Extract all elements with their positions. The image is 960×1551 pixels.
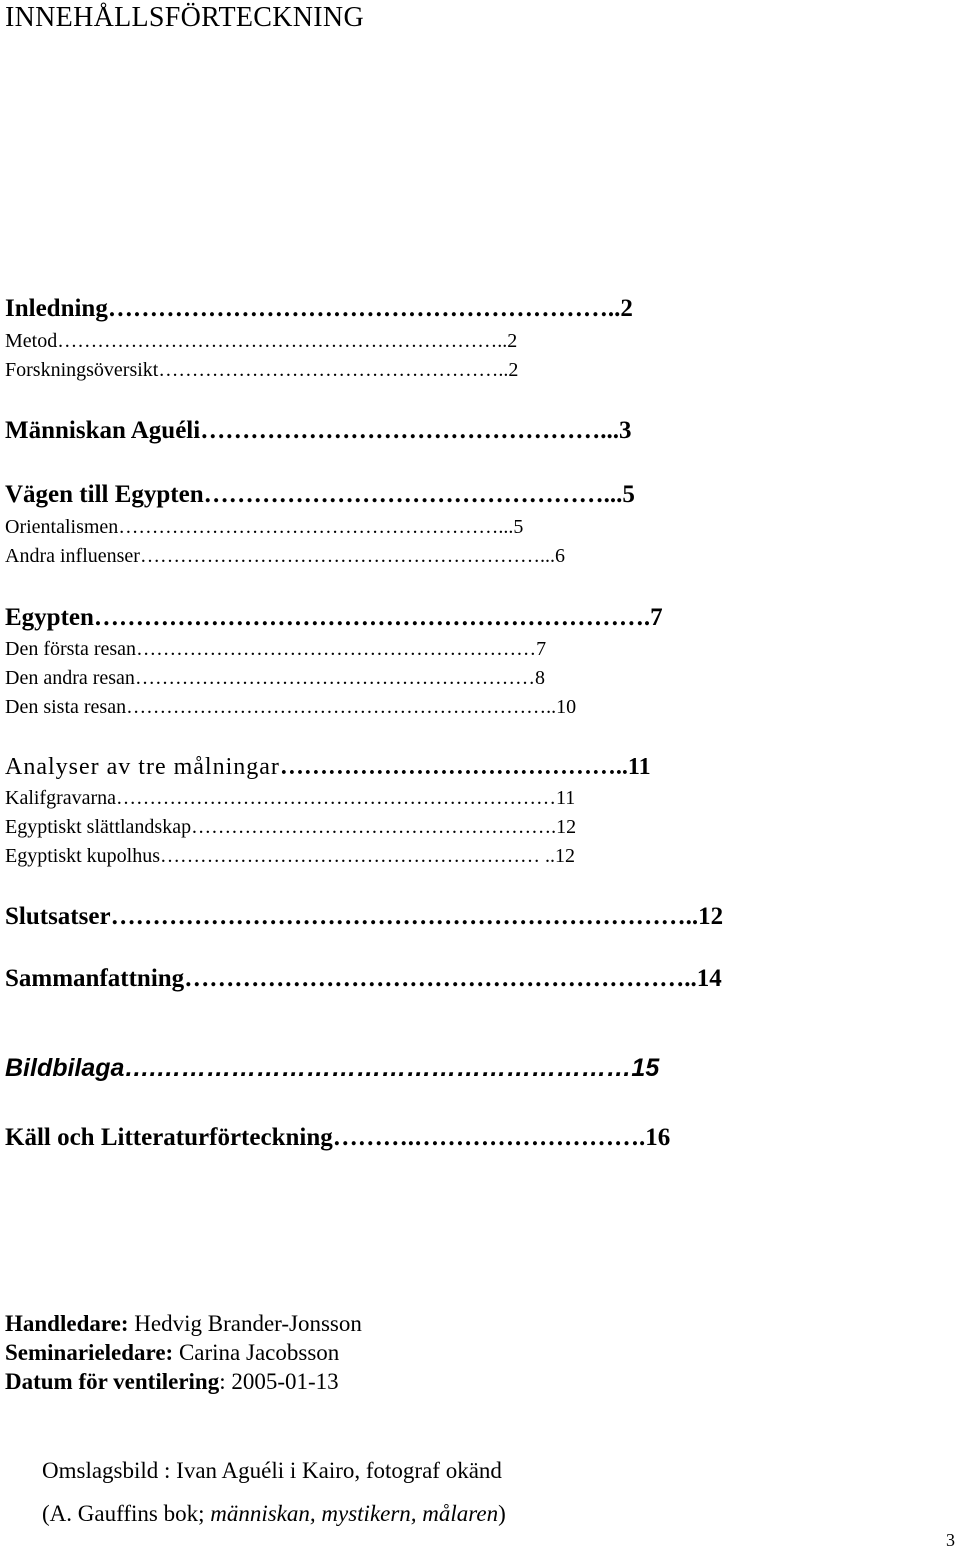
toc-entry-page: 12 bbox=[556, 816, 577, 838]
cover-source bbox=[42, 1501, 506, 1527]
toc-entry[interactable] bbox=[5, 359, 518, 382]
toc-entry-page: 11 bbox=[556, 787, 576, 809]
toc-entry-leader: ……………………………………………………….. bbox=[126, 696, 557, 718]
toc-entry-leader: ….………………………………………………… bbox=[124, 1054, 632, 1082]
toc-entry-label: Kalifgravarna bbox=[5, 787, 117, 809]
toc-entry-label: Slutsatser bbox=[5, 903, 111, 930]
page-number: 3 bbox=[946, 1530, 955, 1550]
toc-entry[interactable] bbox=[5, 845, 575, 868]
toc-entry-label: Orientalismen bbox=[5, 516, 119, 538]
toc-entry-page: 2 bbox=[620, 295, 633, 322]
toc-entry[interactable] bbox=[5, 965, 722, 993]
toc-entry-label: Käll och Litteraturförteckning bbox=[5, 1124, 333, 1151]
toc-entry-page: 16 bbox=[645, 1124, 671, 1151]
toc-entry-leader: …………………………………………………... bbox=[118, 516, 514, 538]
supervisor-value: Hedvig Brander-Jonsson bbox=[128, 1311, 362, 1336]
toc-entry-leader: …………………………………………... bbox=[203, 481, 623, 508]
toc-entry-leader: …………………………………….. bbox=[279, 754, 628, 780]
toc-entry-leader: ………………………………………………. bbox=[191, 816, 557, 838]
toc-entry-page: 3 bbox=[618, 417, 632, 444]
toc-entry-label: Egyptiskt slättlandskap bbox=[5, 816, 192, 838]
toc-entry-page: 5 bbox=[513, 516, 524, 538]
toc-entry-leader: …………………………………………………… bbox=[136, 638, 537, 660]
toc-entry[interactable] bbox=[5, 481, 635, 509]
toc-entry-leader: …………………………………………………………. bbox=[93, 604, 651, 631]
seminar-leader-value: Carina Jacobsson bbox=[173, 1340, 340, 1365]
toc-entry[interactable] bbox=[5, 516, 523, 539]
toc-entry-page: 6 bbox=[554, 545, 565, 567]
toc-entry-leader: …………………………………………………….. bbox=[184, 965, 697, 992]
toc-entry-label: Inledning bbox=[5, 295, 108, 322]
toc-entry-label: Forskningsöversikt bbox=[5, 359, 159, 381]
toc-entry-label: Sammanfattning bbox=[5, 965, 185, 992]
toc-entry-page: 5 bbox=[622, 481, 635, 508]
seminar-leader-line bbox=[5, 1340, 339, 1366]
toc-entry[interactable] bbox=[5, 1124, 670, 1152]
toc-entry-page: 7 bbox=[650, 604, 663, 631]
toc-entry-label: Metod bbox=[5, 330, 58, 352]
cover-source-suffix: ) bbox=[498, 1501, 506, 1526]
toc-entry-page: 7 bbox=[536, 638, 547, 660]
toc-entry-leader: ……………………………………………………... bbox=[139, 545, 555, 567]
toc-entry[interactable] bbox=[5, 816, 576, 839]
date-label: Datum för ventilering bbox=[5, 1369, 220, 1394]
toc-entry-leader: ………………………………………………… .. bbox=[160, 845, 556, 867]
toc-entry[interactable] bbox=[5, 667, 545, 690]
toc-entry[interactable] bbox=[5, 545, 565, 568]
toc-entry[interactable] bbox=[5, 754, 651, 781]
toc-entry[interactable] bbox=[5, 417, 631, 445]
toc-entry-label: Egypten bbox=[5, 604, 94, 631]
date-value: : 2005-01-13 bbox=[219, 1369, 339, 1394]
toc-entry-page: 8 bbox=[534, 667, 545, 689]
toc-entry-page: 2 bbox=[507, 330, 518, 352]
toc-entry-label: Den sista resan bbox=[5, 696, 127, 718]
toc-entry-leader: ………………………………………………………….. bbox=[57, 330, 508, 352]
toc-entry-page: 14 bbox=[696, 965, 722, 992]
toc-entry[interactable] bbox=[5, 787, 575, 810]
toc-entry[interactable] bbox=[5, 330, 517, 353]
toc-entry-page: 2 bbox=[508, 359, 519, 381]
toc-entry[interactable] bbox=[5, 696, 576, 719]
toc-entry-label: Andra influenser bbox=[5, 545, 140, 567]
toc-entry-leader: …………………………………………………….. bbox=[107, 295, 621, 322]
toc-entry[interactable] bbox=[5, 903, 723, 931]
cover-source-prefix: (A. Gauffins bok; bbox=[42, 1501, 211, 1526]
toc-entry-label: Bildbilaga bbox=[5, 1054, 125, 1082]
toc-entry-label: Vägen till Egypten bbox=[5, 481, 204, 508]
toc-entry[interactable] bbox=[5, 295, 633, 323]
toc-entry-leader: …………………………………………………………….. bbox=[110, 903, 699, 930]
seminar-leader-label: Seminarieledare: bbox=[5, 1340, 174, 1365]
toc-entry-leader: ………………………………………………………… bbox=[116, 787, 557, 809]
toc-entry-label: Analyser av tre målningar bbox=[5, 754, 280, 780]
toc-entry-page: 12 bbox=[555, 845, 576, 867]
cover-caption: Omslagsbild : Ivan Aguéli i Kairo, fotograf okänd bbox=[42, 1458, 502, 1483]
toc-entry-leader: …………………………………………………… bbox=[134, 667, 535, 689]
cover-source-title: människan, mystikern, målaren bbox=[210, 1501, 499, 1526]
toc-entry-page: 15 bbox=[631, 1054, 660, 1082]
toc-entry-page: 10 bbox=[556, 696, 577, 718]
date-line bbox=[5, 1369, 339, 1395]
toc-entry-label: Människan Aguéli bbox=[5, 417, 201, 444]
page-title: INNEHÅLLSFÖRTECKNING bbox=[5, 2, 364, 33]
toc-entry-label: Egyptiskt kupolhus bbox=[5, 845, 161, 867]
supervisor-line bbox=[5, 1311, 362, 1337]
toc-entry[interactable] bbox=[5, 1054, 659, 1083]
toc-entry-leader: ……….………………………. bbox=[332, 1124, 646, 1151]
toc-entry-page: 12 bbox=[698, 903, 724, 930]
toc-entry[interactable] bbox=[5, 604, 663, 632]
toc-entry-label: Den andra resan bbox=[5, 667, 135, 689]
toc-entry[interactable] bbox=[5, 638, 546, 661]
supervisor-label: Handledare: bbox=[5, 1311, 129, 1336]
toc-entry-page: 11 bbox=[627, 754, 651, 780]
toc-entry-leader: …………………………………………….. bbox=[158, 359, 509, 381]
toc-entry-leader: …………………………………………... bbox=[200, 417, 619, 444]
toc-entry-label: Den första resan bbox=[5, 638, 137, 660]
